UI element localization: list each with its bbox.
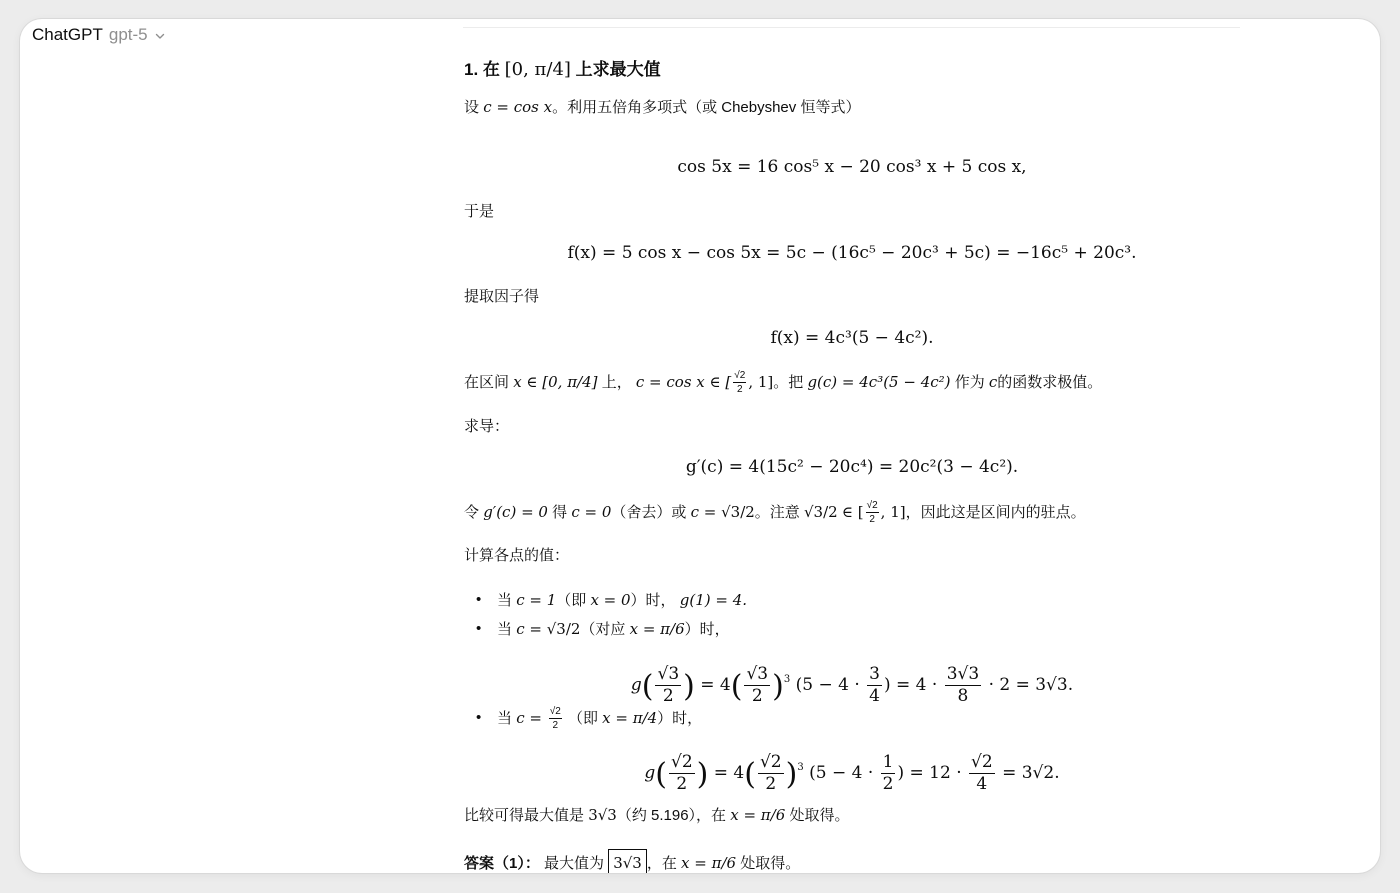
answer-box: 3√3 — [608, 849, 647, 873]
equation-gprime: g′(c) = 4(15c² − 20c⁴) = 20c²(3 − 4c²). — [685, 457, 1019, 477]
paragraph-set: 设 c = cos x。利用五倍角多项式（或 Chebyshev 恒等式） — [464, 98, 861, 116]
fraction: $\frac{3√3}{8}$ — [946, 664, 980, 706]
paragraph-critical: 令 g′(c) = 0 得 c = 0（舍去）或 c = √3/2。注意 √3/2 ∈ [ $\frac{√2}{2}$ , 1]，因此这是区间内的驻点。 — [464, 500, 1086, 526]
fraction: $\frac{1}{2}$ — [882, 752, 894, 794]
equation-g-sqrt2: g( $\frac{√2}{2}$ ) = 4( $\frac{√2}{2}$ )$^3$ (5 − 4 · $\frac{1}{2}$ ) = 12 · $\frac{√2}{4}$ = 3√2. — [644, 752, 1060, 794]
model-name: gpt-5 — [108, 25, 148, 44]
paragraph-compare: 比较可得最大值是 3√3（约 5.196），在 x = π/6 处取得。 — [464, 806, 850, 824]
fraction: $\frac{√2}{2}$ — [734, 370, 746, 396]
app-name: ChatGPT — [32, 25, 103, 44]
section-heading: 1. 在 [0, π/4] 上求最大值 — [464, 59, 661, 80]
divider — [463, 27, 1240, 28]
model-selector[interactable] — [32, 24, 166, 46]
paragraph-interval: 在区间 x ∈ [0, π/4] 上， c = cos x ∈ [ $\frac{√2}{2}$ , 1]。把 g(c) = 4c³(5 − 4c²) 作为 c的函数求极值。 — [464, 370, 1103, 396]
fraction: $\frac{√2}{2}$ — [671, 752, 693, 794]
equation-g-sqrt3: g( $\frac{√3}{2}$ ) = 4( $\frac{√3}{2}$ )$^3$ (5 − 4 · $\frac{3}{4}$ ) = 4 · $\frac{3√3}{8}$ · 2 = 3√3. — [630, 664, 1074, 706]
fraction: $\frac{√3}{2}$ — [657, 664, 680, 706]
fraction: $\frac{√2}{2}$ — [866, 500, 878, 526]
answer-label: 答案（1）： — [464, 855, 540, 872]
fraction: $\frac{√2}{2}$ — [549, 706, 561, 732]
list-item: • 当 c = 1（即 x = 0）时， g(1) = 4. — [497, 589, 747, 612]
fraction: $\frac{√2}{4}$ — [971, 752, 993, 794]
paragraph-factor: 提取因子得 — [464, 288, 540, 305]
fraction: $\frac{√2}{2}$ — [759, 752, 782, 794]
fraction: $\frac{√3}{2}$ — [746, 664, 769, 706]
paragraph-compute: 计算各点的值： — [464, 547, 570, 564]
equation-cos5x: cos 5x = 16 cos⁵ x − 20 cos³ x + 5 cos x, — [677, 157, 1027, 177]
paragraph-therefore: 于是 — [464, 203, 495, 220]
fraction: $\frac{3}{4}$ — [869, 664, 880, 706]
list-item: • 当 c = $\frac{√2}{2}$ （即 x = π/4）时， — [497, 703, 702, 734]
chevron-down-icon — [154, 30, 166, 42]
paragraph-derivative: 求导： — [464, 418, 510, 435]
chat-window — [20, 19, 1380, 873]
list-item: • 当 c = √3/2（对应 x = π/6）时， — [497, 618, 730, 641]
paragraph-answer: 答案（1）： 最大值为 3√3 ，在 x = π/6 处取得。 — [464, 848, 800, 873]
equation-fx-factor: f(x) = 4c³(5 − 4c²). — [770, 328, 934, 348]
equation-fx-expand: f(x) = 5 cos x − cos 5x = 5c − (16c⁵ − 20c³ + 5c) = −16c⁵ + 20c³. — [567, 243, 1137, 263]
